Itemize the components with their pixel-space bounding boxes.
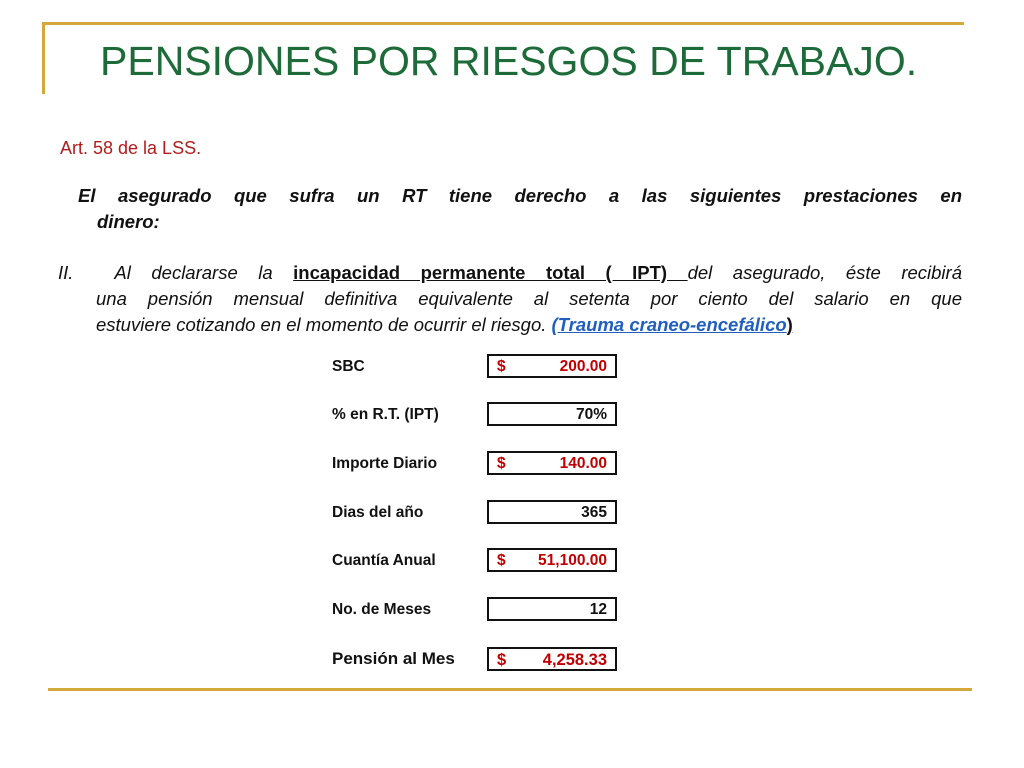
currency-sign: $ xyxy=(497,552,506,569)
top-rule xyxy=(42,22,964,25)
calc-value: 4,258.33 xyxy=(542,651,607,669)
intro-paragraph xyxy=(78,183,962,235)
calc-label: Importe Diario xyxy=(332,455,438,472)
calc-value: 70% xyxy=(575,406,607,423)
calc-label: Cuantía Anual xyxy=(332,552,436,569)
slide-title: PENSIONES POR RIESGOS DE TRABAJO. xyxy=(100,38,918,84)
calc-value: 12 xyxy=(589,601,607,618)
calc-value: 365 xyxy=(581,504,607,521)
closing-paren: ) xyxy=(786,314,793,335)
calc-value-cell xyxy=(487,402,617,426)
clause-line-3-text: estuviere cotizando en el momento de ocurrir el riesgo. xyxy=(96,314,552,335)
calc-label: % en R.T. (IPT) xyxy=(332,406,439,423)
bottom-rule xyxy=(48,688,972,691)
ipt-term: incapacidad permanente total ( IPT) xyxy=(293,262,688,283)
calc-row-days xyxy=(332,500,622,528)
intro-line-2: dinero: xyxy=(97,211,160,232)
calc-label: Pensión al Mes xyxy=(332,649,455,668)
calc-row-sbc xyxy=(332,354,622,382)
calc-row-daily xyxy=(332,451,622,479)
calc-value-cell xyxy=(487,597,617,621)
clause-pre: Al declararse la xyxy=(114,262,294,283)
calc-value: 200.00 xyxy=(559,358,607,375)
trauma-link[interactable]: (Trauma craneo-encefálico xyxy=(551,314,787,335)
calc-value-cell xyxy=(487,451,617,475)
calc-value-cell xyxy=(487,548,617,572)
calc-row-months xyxy=(332,597,622,625)
calc-value-cell xyxy=(487,354,617,378)
clause-post: del asegurado, éste recibirá xyxy=(687,262,962,283)
calc-row-percent xyxy=(332,402,622,430)
currency-sign: $ xyxy=(497,651,507,669)
clause-line-3 xyxy=(58,312,962,338)
calc-label: Dias del año xyxy=(332,504,424,521)
left-rule xyxy=(42,22,45,94)
clause-line-1 xyxy=(58,260,962,286)
clause-numeral: II. xyxy=(58,262,74,283)
article-reference: Art. 58 de la LSS. xyxy=(60,138,202,158)
calc-value: 51,100.00 xyxy=(538,552,607,569)
calc-label: No. de Meses xyxy=(332,601,432,618)
calc-row-monthly-pension xyxy=(332,647,622,675)
calc-value-cell xyxy=(487,500,617,524)
intro-line-1: El asegurado que sufra un RT tiene derecho a las siguientes prestaciones en xyxy=(78,185,962,206)
currency-sign: $ xyxy=(497,455,506,472)
calc-value-cell xyxy=(487,647,617,671)
clause-line-2: una pensión mensual definitiva equivalente al setenta por ciento del salario en que xyxy=(96,288,962,309)
currency-sign: $ xyxy=(497,358,506,375)
calc-value: 140.00 xyxy=(559,455,607,472)
calc-label: SBC xyxy=(332,358,365,375)
calc-row-annual xyxy=(332,548,622,576)
clause-paragraph xyxy=(58,260,962,338)
